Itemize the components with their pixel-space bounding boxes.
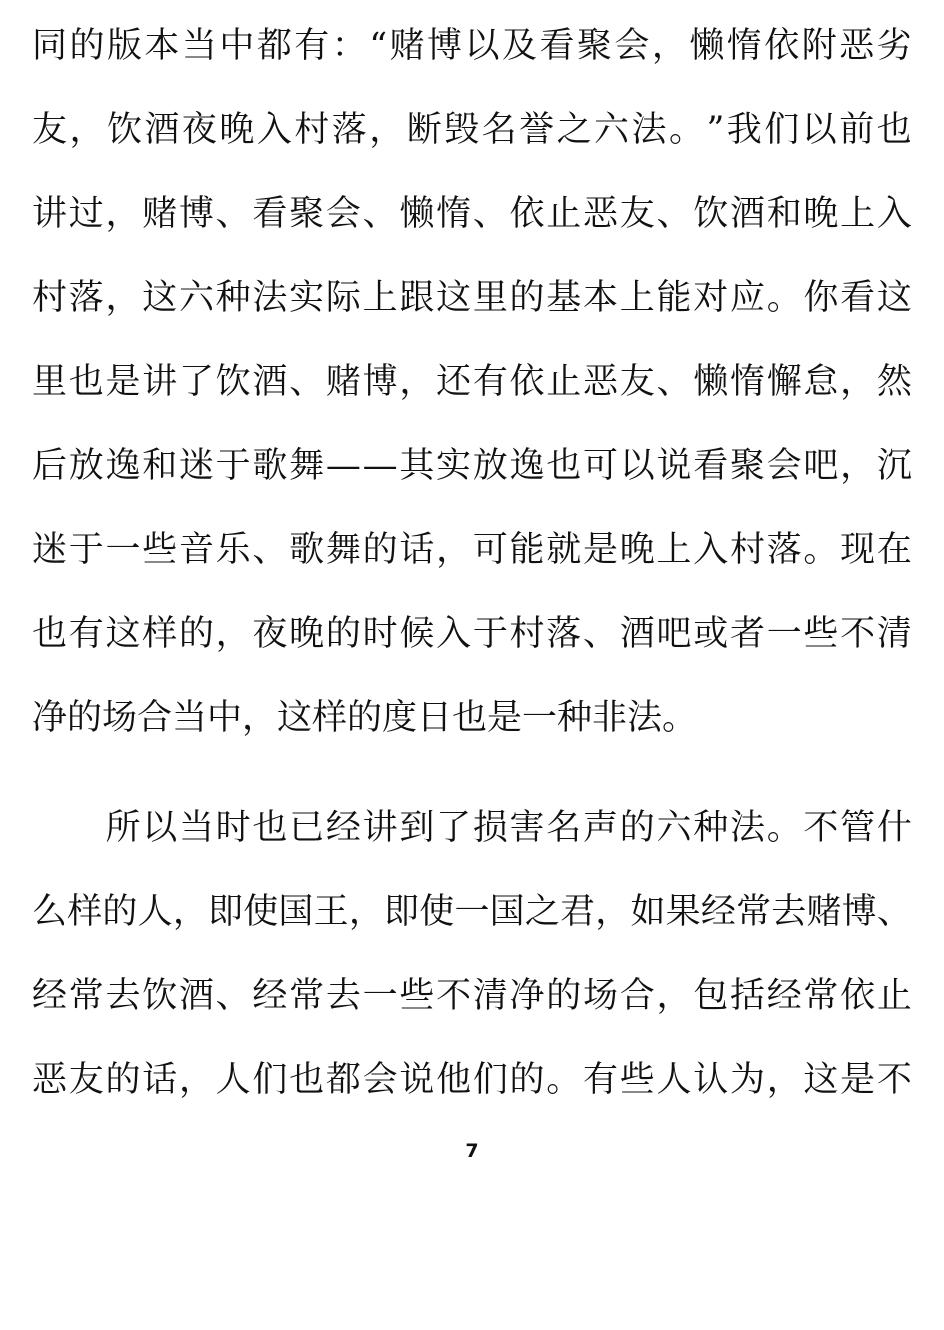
text-line: 净的场合当中，这样的度日也是一种非法。 <box>32 698 698 738</box>
paragraph-2 <box>32 786 912 1122</box>
text-line: 迷 于 一 些 音 乐 、 歌 舞 的 话 ， 可 能 就 是 晚 上 入 村 落 。 现 在 <box>32 530 912 570</box>
text-line: 村 落 ， 这 六 种 法 实 际 上 跟 这 里 的 基 本 上 能 对 应 。 你 看 这 <box>32 278 912 318</box>
text-line: 所 以 当 时 也 已 经 讲 到 了 损 害 名 声 的 六 种 法 。 不 管 什 <box>105 808 912 848</box>
text-line: 同 的 版 本 当 中 都 有 ： “ 赌 博 以 及 看 聚 会 ， 懒 惰 依 附 恶 劣 <box>32 26 912 66</box>
text-line: 么 样 的 人 ， 即 使 国 王 ， 即 使 一 国 之 君 ， 如 果 经 常 去 赌 博 、 <box>32 892 912 932</box>
page-number: 7 <box>465 1140 479 1162</box>
text-line: 恶 友 的 话 ， 人 们 也 都 会 说 他 们 的 。 有 些 人 认 为 ， 这 是 不 <box>32 1060 912 1100</box>
text-line: 经 常 去 饮 酒 、 经 常 去 一 些 不 清 净 的 场 合 ， 包 括 经 常 依 止 <box>32 976 912 1016</box>
text-line: 里 也 是 讲 了 饮 酒 、 赌 博 ， 还 有 依 止 恶 友 、 懒 惰 懈 怠 ， 然 <box>32 362 912 402</box>
text-line: 友 ， 饮 酒 夜 晚 入 村 落 ， 断 毁 名 誉 之 六 法 。 ” 我 们 以 前 也 <box>32 110 912 150</box>
text-line: 讲 过 ， 赌 博 、 看 聚 会 、 懒 惰 、 依 止 恶 友 、 饮 酒 和 晚 上 入 <box>32 194 912 234</box>
paragraph-1 <box>32 4 912 760</box>
text-line: 后 放 逸 和 迷 于 歌 舞 — — 其 实 放 逸 也 可 以 说 看 聚 会 吧 ， 沉 <box>32 446 912 486</box>
text-line: 也 有 这 样 的 ， 夜 晚 的 时 候 入 于 村 落 、 酒 吧 或 者 一 些 不 清 <box>32 614 912 654</box>
